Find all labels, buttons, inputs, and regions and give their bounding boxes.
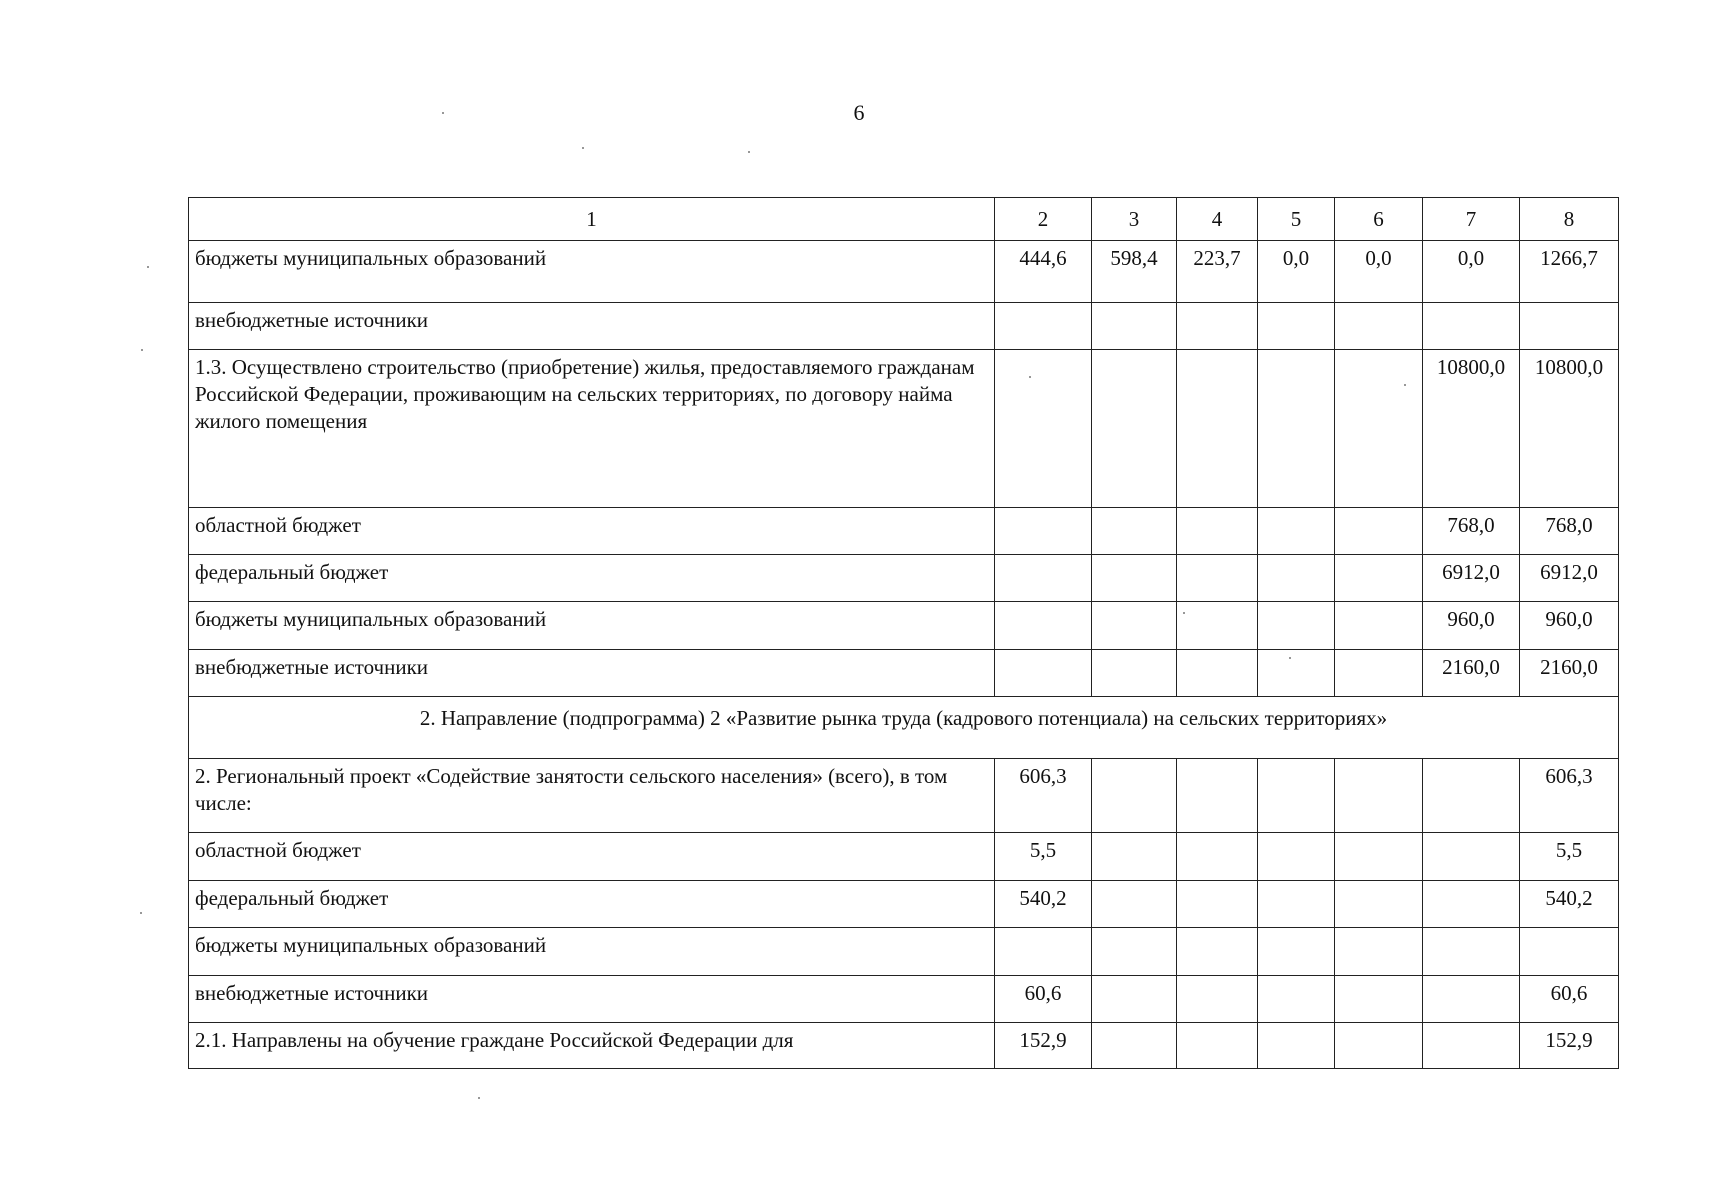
table-cell: [1092, 833, 1177, 881]
table-row: [189, 928, 1619, 976]
table-cell: [1092, 650, 1177, 697]
table-cell: [1335, 976, 1423, 1023]
table-cell: [1335, 350, 1423, 508]
table-cell: [1258, 602, 1335, 650]
column-header: 2: [995, 198, 1092, 241]
table-cell: 5,5: [995, 833, 1092, 881]
table-cell: [1335, 928, 1423, 976]
table-cell: 960,0: [1423, 602, 1520, 650]
table-cell: [1335, 508, 1423, 555]
table-row: [189, 350, 1619, 508]
table-cell: [1092, 508, 1177, 555]
row-label: областной бюджет: [189, 508, 995, 555]
table-cell: [1258, 350, 1335, 508]
table-cell: [1335, 650, 1423, 697]
table-cell: 1266,7: [1520, 241, 1619, 303]
table-cell: 2160,0: [1520, 650, 1619, 697]
table-cell: [1335, 602, 1423, 650]
table-cell: [1258, 555, 1335, 602]
table-cell: [1177, 881, 1258, 928]
table-cell: [1177, 976, 1258, 1023]
column-header: 5: [1258, 198, 1335, 241]
table-cell: 0,0: [1423, 241, 1520, 303]
table-cell: [1423, 928, 1520, 976]
table-cell: [1177, 759, 1258, 833]
scan-speck: [1029, 376, 1031, 378]
section-heading: 2. Направление (подпрограмма) 2 «Развитие рынка труда (кадрового потенциала) на сельских территориях»: [189, 697, 1619, 759]
table-cell: [1092, 759, 1177, 833]
table-cell: 60,6: [995, 976, 1092, 1023]
table-row: [189, 833, 1619, 881]
table-cell: [1177, 555, 1258, 602]
table-row: [189, 650, 1619, 697]
table-cell: [1335, 555, 1423, 602]
table-cell: 2160,0: [1423, 650, 1520, 697]
table-cell: [1258, 508, 1335, 555]
table-row: [189, 602, 1619, 650]
row-label: внебюджетные источники: [189, 303, 995, 350]
table-cell: [1177, 602, 1258, 650]
row-label: внебюджетные источники: [189, 650, 995, 697]
table-cell: [1335, 833, 1423, 881]
table-cell: [1423, 759, 1520, 833]
table-cell: [1423, 303, 1520, 350]
table-cell: [1092, 1023, 1177, 1069]
table-cell: [995, 650, 1092, 697]
table-cell: [1092, 881, 1177, 928]
column-header: 3: [1092, 198, 1177, 241]
table-cell: [1092, 555, 1177, 602]
table-cell: [1520, 303, 1619, 350]
table-cell: [995, 303, 1092, 350]
row-label: бюджеты муниципальных образований: [189, 928, 995, 976]
table-cell: [995, 928, 1092, 976]
table-cell: [1335, 881, 1423, 928]
table-cell: 768,0: [1423, 508, 1520, 555]
column-header: 7: [1423, 198, 1520, 241]
row-label: 2. Региональный проект «Содействие занятости сельского населения» (всего), в том числе:: [189, 759, 995, 833]
table-cell: [1258, 928, 1335, 976]
table-cell: 0,0: [1258, 241, 1335, 303]
table-row: [189, 759, 1619, 833]
table-cell: [1258, 1023, 1335, 1069]
table-row: [189, 1023, 1619, 1069]
table-cell: 152,9: [1520, 1023, 1619, 1069]
table-cell: [1092, 602, 1177, 650]
row-label: федеральный бюджет: [189, 881, 995, 928]
table-cell: [1177, 508, 1258, 555]
table-cell: [1335, 303, 1423, 350]
table-cell: [1335, 759, 1423, 833]
scan-speck: [147, 266, 149, 268]
table-cell: [1423, 833, 1520, 881]
table-cell: [995, 350, 1092, 508]
table-cell: [1258, 759, 1335, 833]
table-cell: [1423, 976, 1520, 1023]
table-cell: 540,2: [1520, 881, 1619, 928]
table-row: [189, 508, 1619, 555]
table-cell: [1177, 833, 1258, 881]
table-cell: 60,6: [1520, 976, 1619, 1023]
column-header: 1: [189, 198, 995, 241]
table-header-row: [189, 198, 1619, 241]
column-header: 6: [1335, 198, 1423, 241]
scan-speck: [1404, 384, 1406, 386]
row-label: областной бюджет: [189, 833, 995, 881]
table-row: [189, 303, 1619, 350]
table-cell: 606,3: [995, 759, 1092, 833]
table-row: [189, 555, 1619, 602]
table-cell: [1258, 303, 1335, 350]
table-row: [189, 881, 1619, 928]
table-cell: [995, 555, 1092, 602]
scan-speck: [1289, 657, 1291, 659]
table-cell: [1177, 1023, 1258, 1069]
table-cell: [1177, 928, 1258, 976]
scan-speck: [748, 151, 750, 153]
table-cell: [995, 508, 1092, 555]
table-cell: 606,3: [1520, 759, 1619, 833]
column-header: 4: [1177, 198, 1258, 241]
scan-speck: [582, 147, 584, 149]
table-cell: 5,5: [1520, 833, 1619, 881]
table-row: [189, 976, 1619, 1023]
row-label: федеральный бюджет: [189, 555, 995, 602]
scan-speck: [141, 349, 143, 351]
table-cell: 598,4: [1092, 241, 1177, 303]
scan-speck: [442, 112, 444, 114]
table-cell: 6912,0: [1520, 555, 1619, 602]
table-cell: [995, 602, 1092, 650]
table-cell: [1423, 1023, 1520, 1069]
table-cell: [1092, 928, 1177, 976]
row-label: внебюджетные источники: [189, 976, 995, 1023]
table-cell: 960,0: [1520, 602, 1619, 650]
table-cell: [1177, 303, 1258, 350]
table-cell: 444,6: [995, 241, 1092, 303]
row-label: 2.1. Направлены на обучение граждане Российской Федерации для: [189, 1023, 995, 1069]
table-cell: 223,7: [1177, 241, 1258, 303]
table-cell: [1177, 350, 1258, 508]
row-label: бюджеты муниципальных образований: [189, 602, 995, 650]
table-cell: [1092, 976, 1177, 1023]
budget-table: [188, 197, 1619, 1069]
table-cell: [1092, 350, 1177, 508]
table-cell: 10800,0: [1520, 350, 1619, 508]
table-row: [189, 241, 1619, 303]
table-cell: [1092, 303, 1177, 350]
table-cell: [1520, 928, 1619, 976]
table-cell: [1335, 1023, 1423, 1069]
table-cell: 6912,0: [1423, 555, 1520, 602]
page-number: 6: [853, 100, 865, 125]
table-cell: [1177, 650, 1258, 697]
table-cell: 768,0: [1520, 508, 1619, 555]
row-label: бюджеты муниципальных образований: [189, 241, 995, 303]
scan-speck: [478, 1097, 480, 1099]
scan-speck: [1183, 612, 1185, 614]
row-label: 1.3. Осуществлено строительство (приобретение) жилья, предоставляемого гражданам Российской Федерации, проживающим на сельских территориях, по договору найма жилого помещения: [189, 350, 995, 508]
table-cell: [1258, 650, 1335, 697]
table-cell: 0,0: [1335, 241, 1423, 303]
scan-speck: [140, 912, 142, 914]
table-cell: [1258, 976, 1335, 1023]
column-header: 8: [1520, 198, 1619, 241]
table-cell: [1258, 881, 1335, 928]
table-cell: [1423, 881, 1520, 928]
table-cell: 152,9: [995, 1023, 1092, 1069]
table-cell: [1258, 833, 1335, 881]
section-heading-row: [189, 697, 1619, 759]
table-cell: 10800,0: [1423, 350, 1520, 508]
table-cell: 540,2: [995, 881, 1092, 928]
